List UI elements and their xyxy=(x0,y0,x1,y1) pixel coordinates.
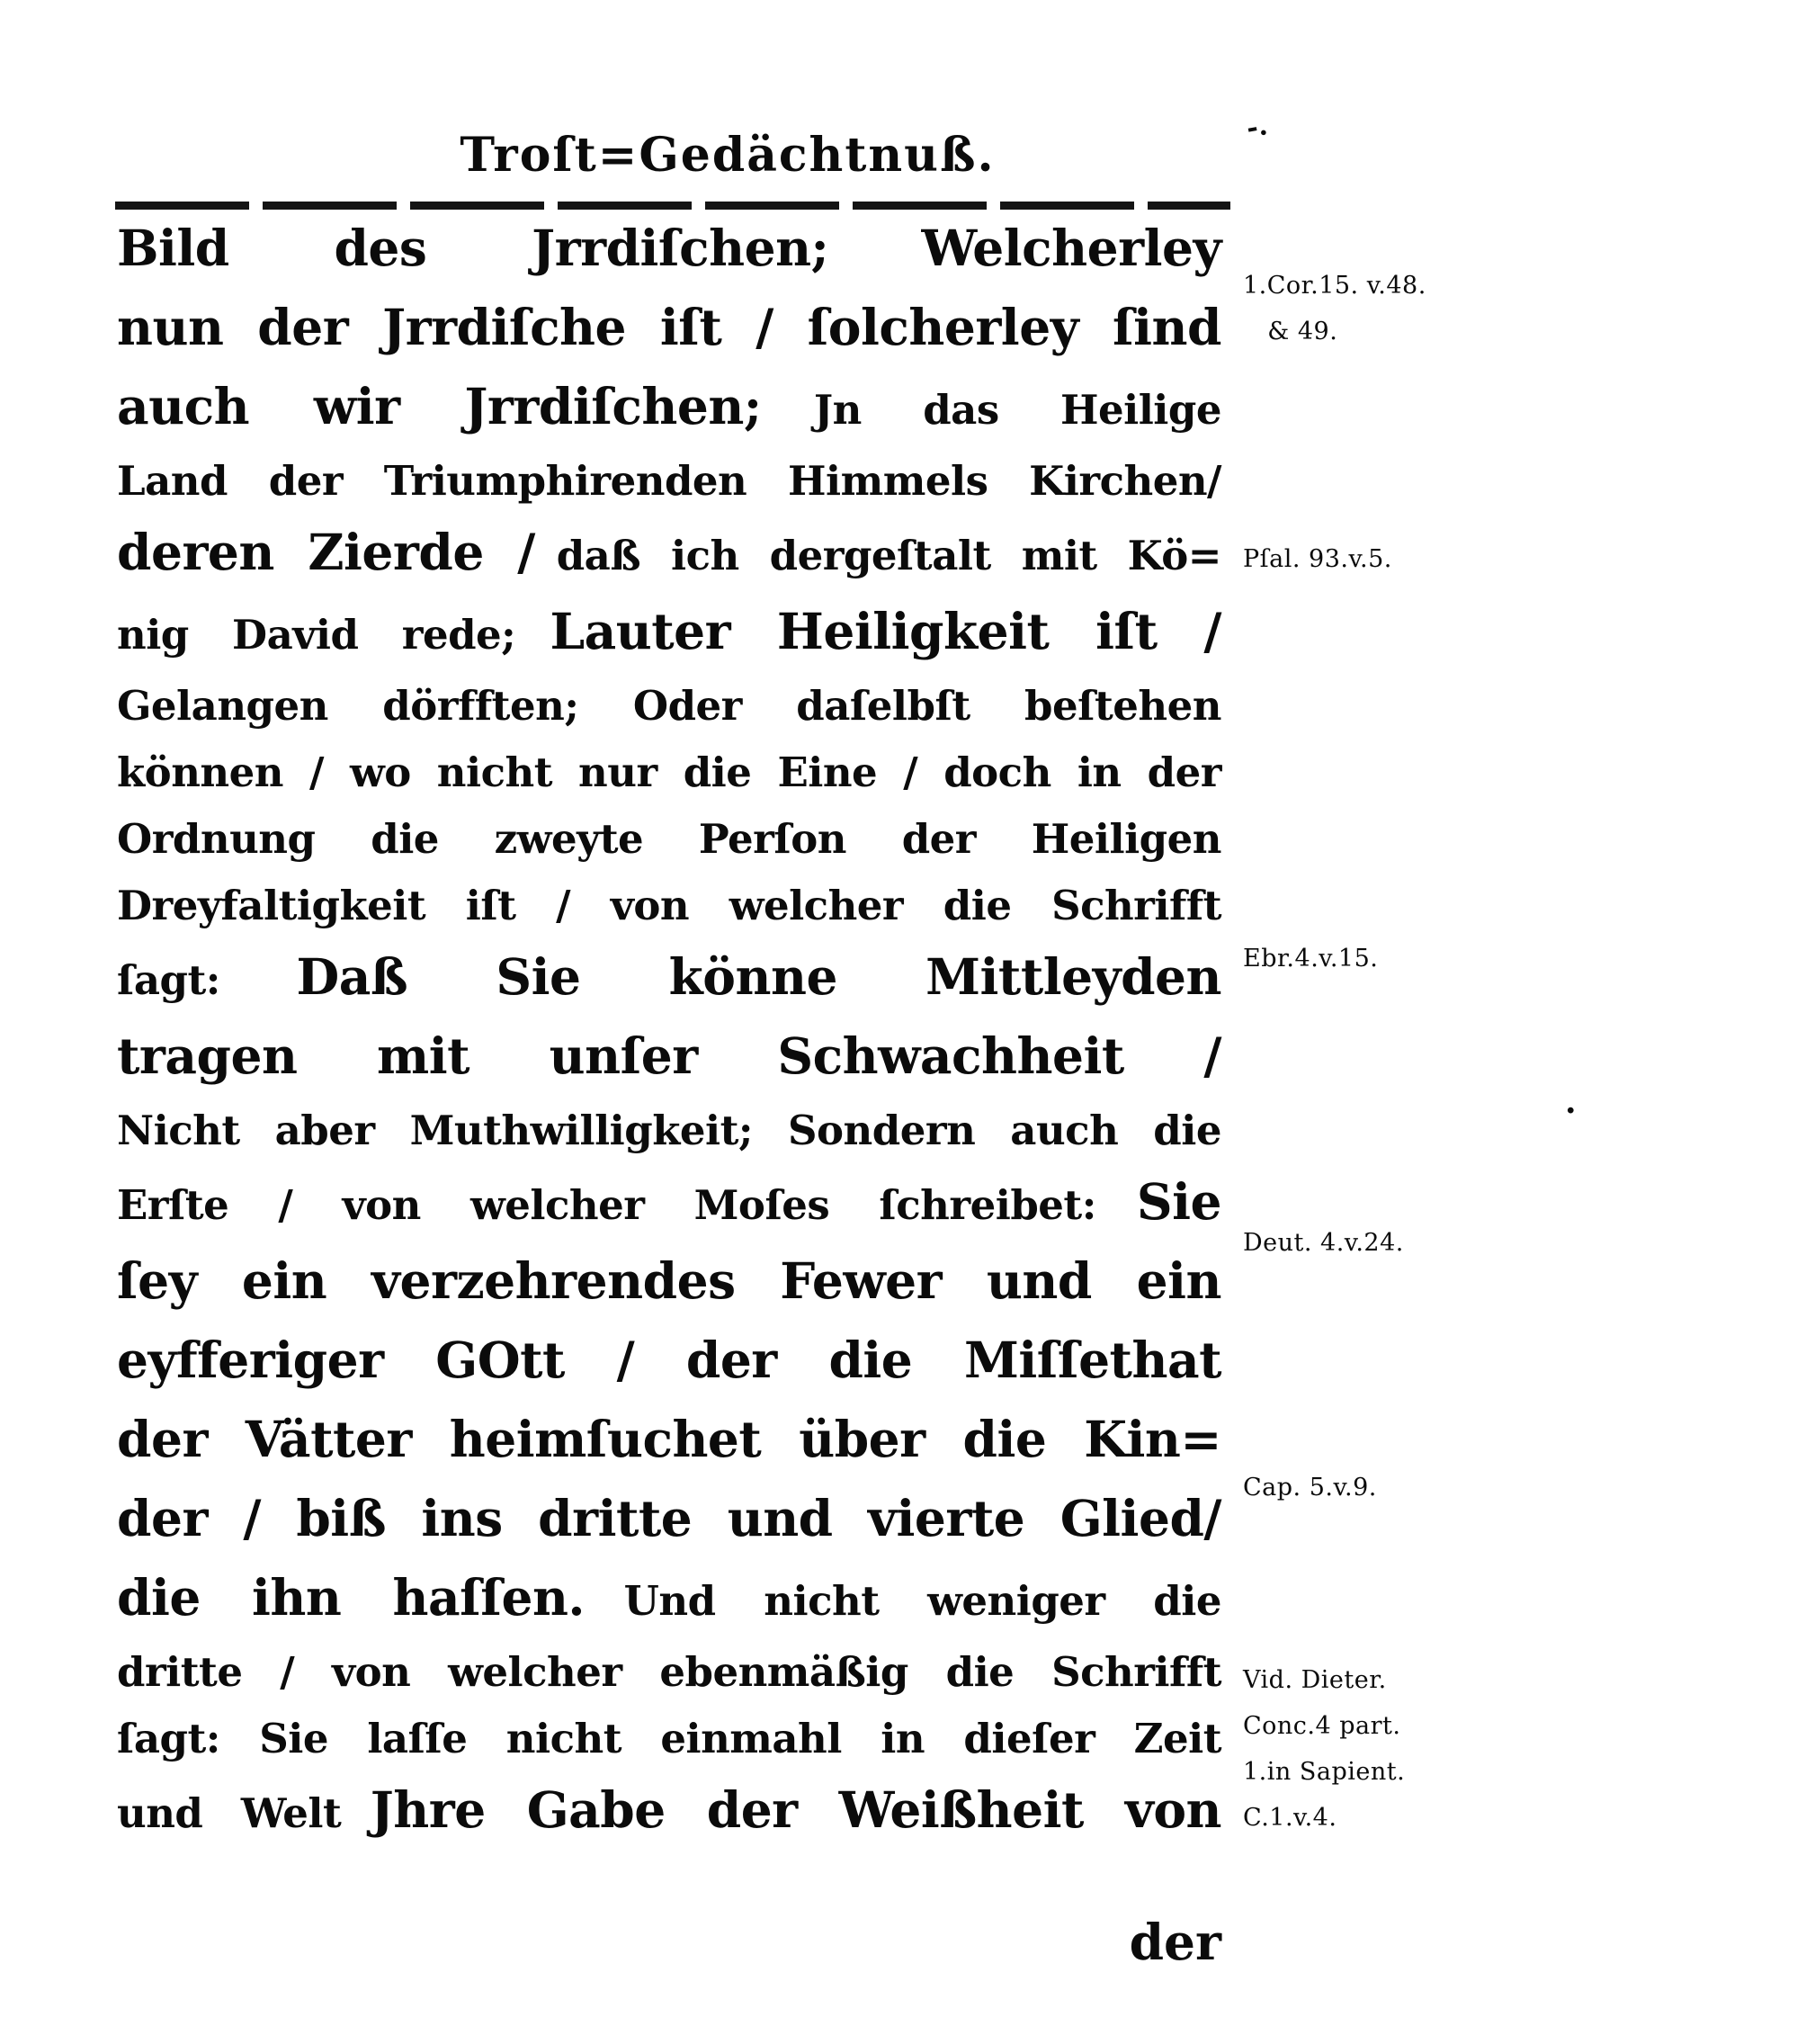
margin-note xyxy=(1243,536,1558,582)
body-line xyxy=(117,947,1222,1006)
body-line xyxy=(117,749,1221,796)
text-segment: können / wo nicht nur die Eine / doch in der xyxy=(117,749,1221,796)
text-segment: auch wir Jrrdiſchen; xyxy=(117,377,762,435)
body-line xyxy=(117,602,1221,660)
running-header-title: Troſt=Gedächtnuß. xyxy=(460,128,996,183)
margin-note-line: Pſal. 93.v.5. xyxy=(1243,545,1392,573)
header-rule xyxy=(115,202,1230,210)
body-text-column xyxy=(117,219,1222,1864)
text-segment: Gelangen dörfften; Oder daſelbſt beſtehen xyxy=(117,682,1221,730)
text-segment: Nicht aber Muthwilligkeit; Sondern auch die xyxy=(117,1107,1221,1154)
ink-speck: . xyxy=(1565,1083,1577,1121)
text-segment: Und nicht weniger die xyxy=(623,1577,1221,1625)
text-segment: ſey ein verzehrendes Fewer und ein xyxy=(117,1251,1221,1310)
margin-note-line: Ebr.4.v.15. xyxy=(1243,945,1379,973)
text-segment: Dreyfaltigkeit iſt / von welcher die Schrifft xyxy=(117,882,1221,929)
text-segment: tragen mit unſer Schwachheit / xyxy=(117,1026,1221,1085)
body-line xyxy=(117,1489,1221,1547)
catchword: der xyxy=(1129,1913,1221,1971)
body-line xyxy=(117,1026,1221,1085)
text-segment: ſagt: xyxy=(117,956,220,1004)
body-line xyxy=(117,682,1221,730)
text-segment: Erſte / von welcher Moſes ſchreibet: xyxy=(117,1181,1096,1229)
margin-note xyxy=(1243,1465,1558,1511)
text-segment: der / biß ins dritte und vierte Glied/ xyxy=(117,1489,1221,1547)
text-segment: und Welt xyxy=(117,1789,342,1837)
body-line xyxy=(117,1107,1221,1154)
text-segment: Jhre Gabe der Weißheit von xyxy=(370,1780,1222,1839)
margin-note-line: Conc.4 part. xyxy=(1243,1712,1401,1740)
body-line xyxy=(117,1172,1221,1231)
text-segment: Welcherley xyxy=(921,219,1221,277)
body-line xyxy=(117,882,1221,929)
margin-note-line: Deut. 4.v.24. xyxy=(1243,1229,1404,1257)
text-segment: ſagt: Sie laſſe nicht einmahl in dieſer Zeit xyxy=(117,1715,1221,1762)
margin-note xyxy=(1243,1220,1558,1266)
body-line xyxy=(117,377,1221,435)
text-segment: Ordnung die zweyte Perſon der Heiligen xyxy=(117,815,1221,863)
text-segment: daß ich dergeſtalt mit Kö= xyxy=(556,532,1221,579)
body-line xyxy=(117,1780,1222,1839)
body-line xyxy=(117,219,1221,277)
body-line xyxy=(117,1410,1221,1468)
margin-note-line: 1.Cor.15. v.48. xyxy=(1243,272,1426,300)
margin-note-line: & 49. xyxy=(1243,318,1338,345)
text-segment: Daß Sie könne Mittleyden xyxy=(296,947,1222,1006)
body-line xyxy=(117,457,1221,505)
text-segment: Lauter Heiligkeit iſt / xyxy=(550,602,1221,660)
text-segment: der Vätter heimſuchet über die Kin= xyxy=(117,1410,1221,1468)
margin-note-line: C.1.v.4. xyxy=(1243,1804,1337,1832)
body-line xyxy=(117,1251,1221,1310)
margin-note-line: 1.in Sapient. xyxy=(1243,1758,1406,1786)
body-line xyxy=(117,1331,1221,1389)
text-segment: deren Zierde / xyxy=(117,523,535,581)
margin-note xyxy=(1243,263,1558,354)
margin-note-line: Vid. Dieter. xyxy=(1243,1666,1387,1694)
text-segment: nig David rede; xyxy=(117,611,516,659)
body-line xyxy=(117,815,1221,863)
text-segment: Sie xyxy=(1136,1172,1221,1231)
margin-note xyxy=(1243,936,1558,982)
margin-note xyxy=(1243,1657,1558,1841)
margin-note-line: Cap. 5.v.9. xyxy=(1243,1474,1377,1502)
text-segment: Bild des Jrrdiſchen; xyxy=(117,219,829,277)
text-segment: Jn das Heilige xyxy=(813,386,1221,434)
corner-ink-mark: -. xyxy=(1244,110,1270,145)
text-segment: die ihn haſſen. xyxy=(117,1568,586,1627)
body-line xyxy=(117,298,1221,356)
text-segment: dritte / von welcher ebenmäßig die Schrifft xyxy=(117,1648,1221,1696)
body-line xyxy=(117,1568,1221,1627)
body-line xyxy=(117,523,1221,581)
text-segment: Land der Triumphirenden Himmels Kirchen/ xyxy=(117,457,1221,505)
body-line xyxy=(117,1648,1221,1696)
text-segment: eyfferiger GOtt / der die Miſſethat xyxy=(117,1331,1221,1389)
body-line xyxy=(117,1715,1221,1762)
text-segment: nun der Jrrdiſche iſt / ſolcherley ſind xyxy=(117,298,1221,356)
